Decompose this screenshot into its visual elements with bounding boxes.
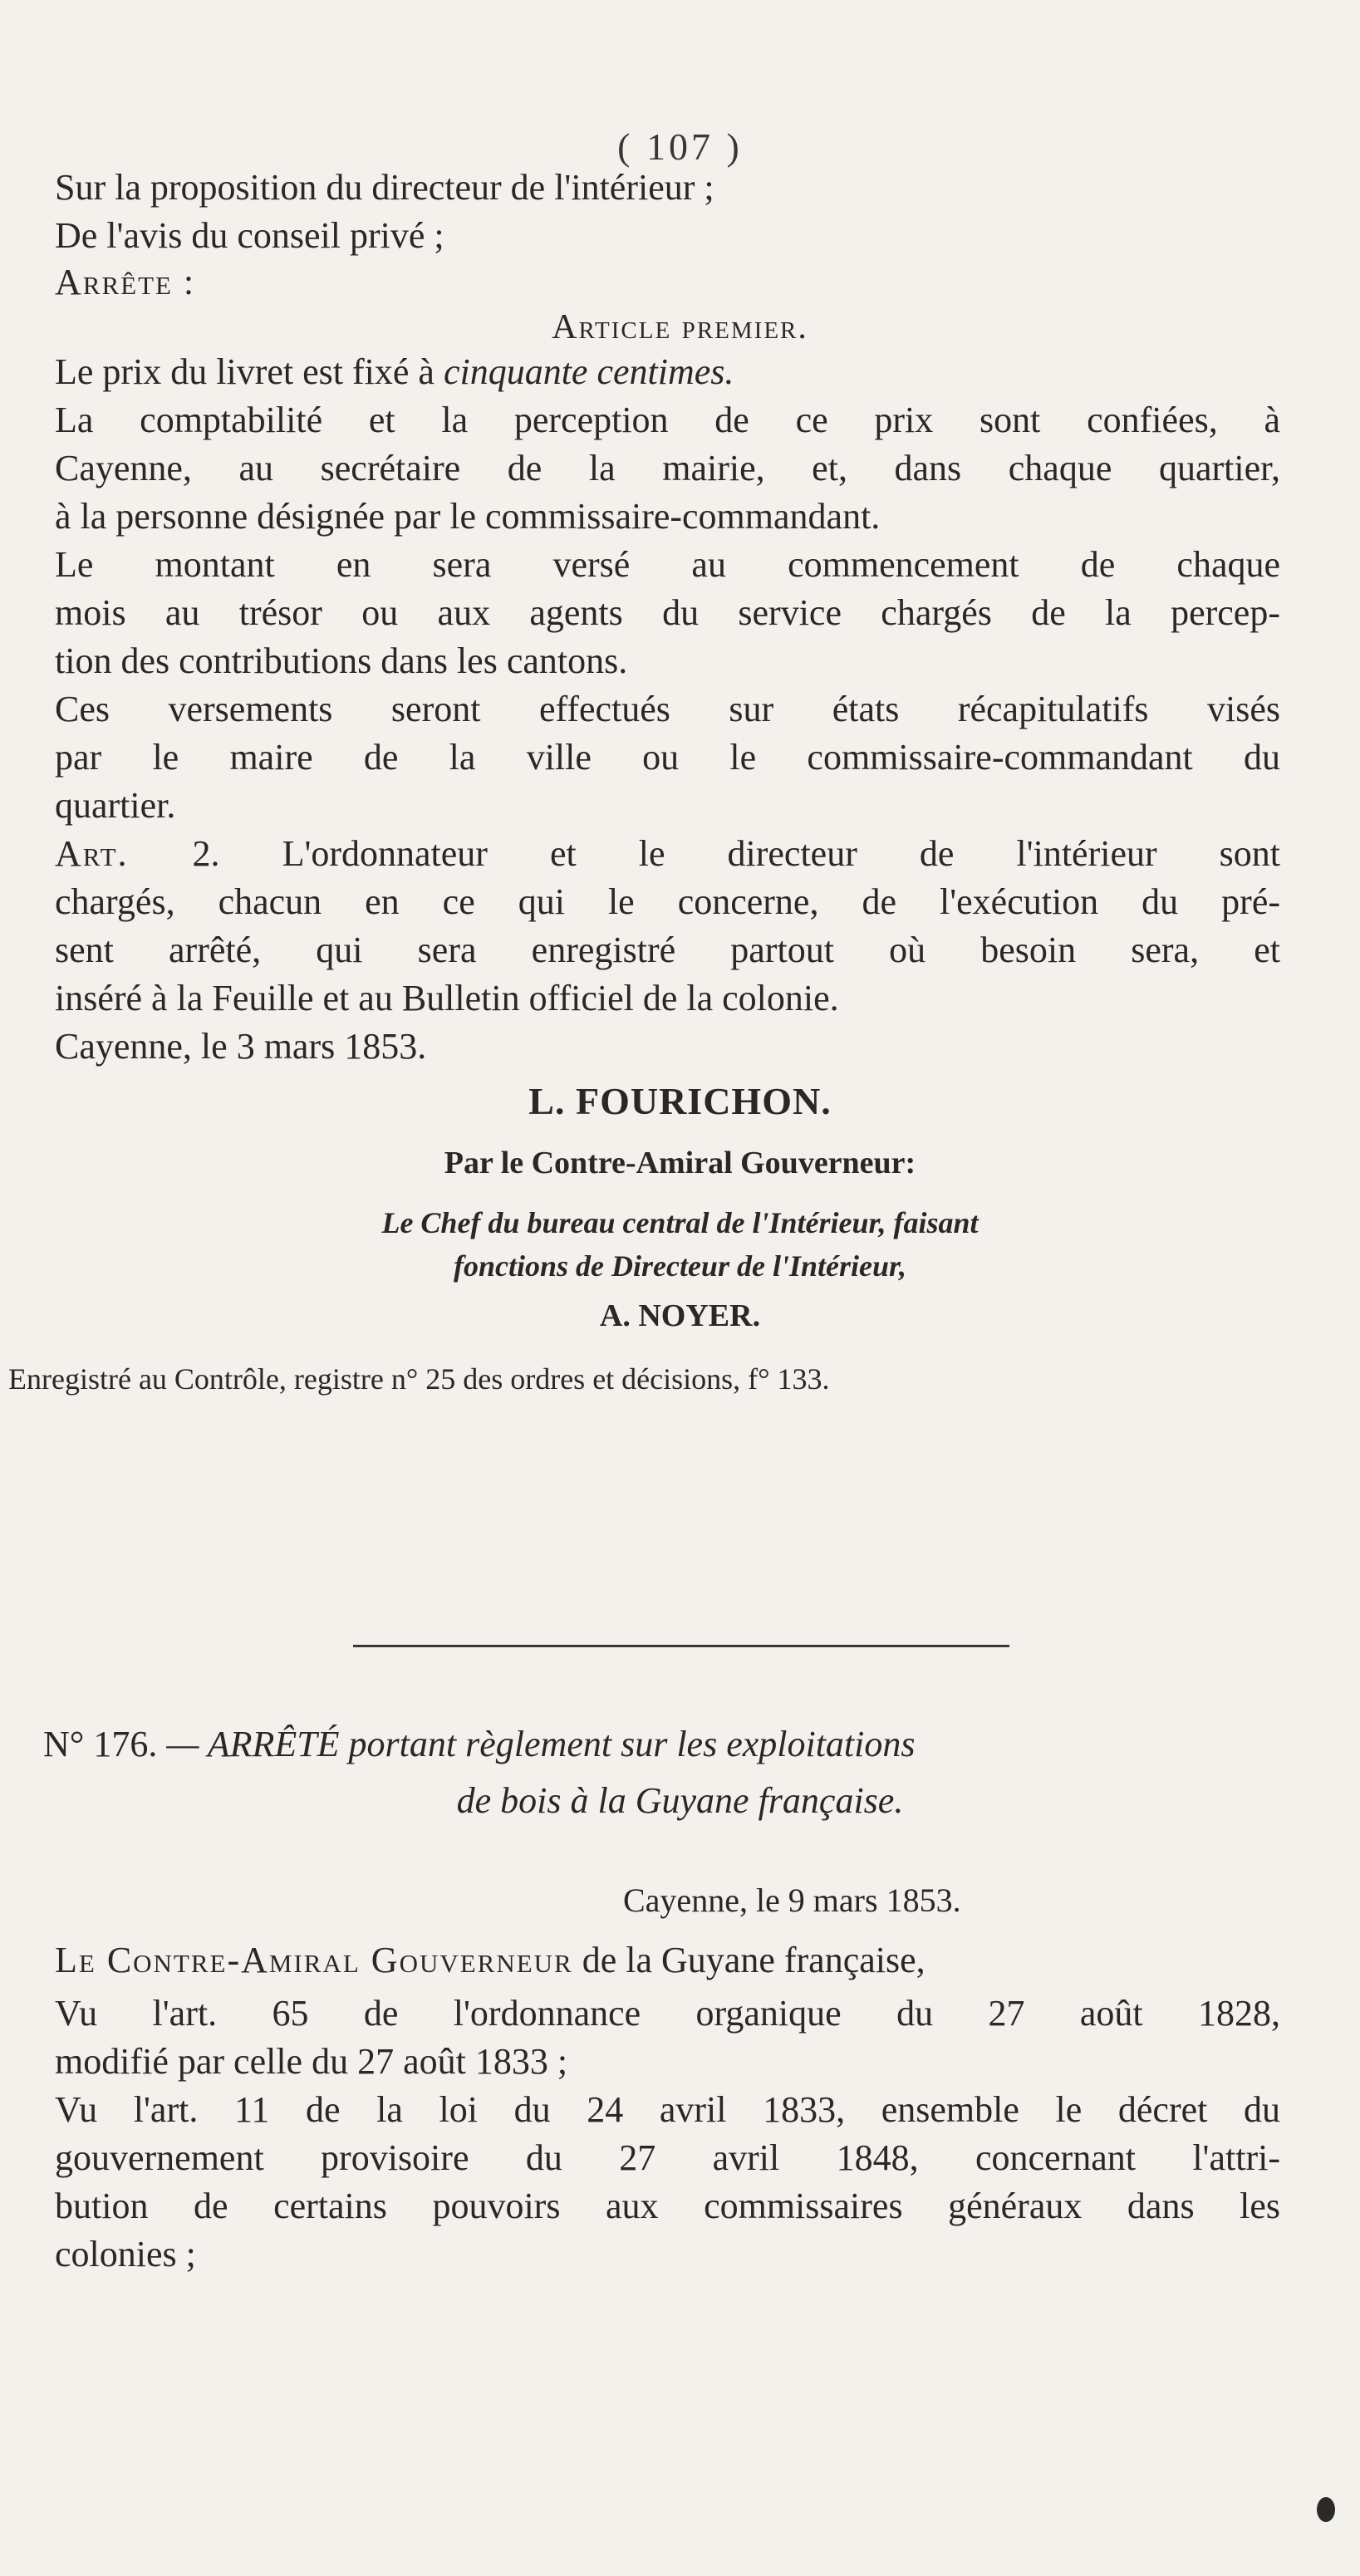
chef-line: fonctions de Directeur de l'Intérieur, <box>453 1249 906 1283</box>
text-line <box>55 349 1280 395</box>
text-line: par le maire de la ville ou le commissaire-commandant du <box>55 737 1280 778</box>
text-line: Cayenne, le 3 mars 1853. <box>55 1026 427 1067</box>
par-line: Par le Contre-Amiral Gouverneur: <box>444 1146 916 1180</box>
text-line: quartier. <box>55 785 176 826</box>
enregistre-line: Enregistré au Contrôle, registre n° 25 des ordres et décisions, f° 133. <box>8 1362 830 1396</box>
text-line: Vu l'art. 65 de l'ordonnance organique du 27 août 1828, <box>55 1993 1280 2034</box>
text-line: bution de certains pouvoirs aux commissaires généraux dans les <box>55 2186 1280 2226</box>
text-line: Ces versements seront effectués sur états récapitulatifs visés <box>55 689 1280 729</box>
text-line: De l'avis du conseil privé ; <box>55 215 444 256</box>
text-line: La comptabilité et la perception de ce prix sont confiées, à <box>55 400 1280 440</box>
decree-title-line <box>43 1721 1269 1768</box>
article-heading: Article premier. <box>552 308 808 346</box>
decree-number: N° 176. <box>43 1724 158 1764</box>
text-line: mois au trésor ou aux agents du service chargés de la percep- <box>55 592 1280 633</box>
text-span: Le prix du livret est fixé à <box>55 351 444 392</box>
date-line: Cayenne, le 9 mars 1853. <box>623 1882 961 1919</box>
text-line <box>55 831 1280 877</box>
text-line: modifié par celle du 27 août 1833 ; <box>55 2041 568 2082</box>
governor-title: Le Contre-Amiral Gouverneur <box>55 1940 573 1980</box>
signature-fourichon: L. FOURICHON. <box>528 1080 832 1122</box>
text-line: colonies ; <box>55 2234 196 2274</box>
page-number: ( 107 ) <box>617 125 743 168</box>
text-line: inséré à la Feuille et au Bulletin officiel de la colonie. <box>55 978 839 1018</box>
text-line: à la personne désignée par le commissaire-commandant. <box>55 496 881 537</box>
text-line: chargés, chacun en ce qui le concerne, de l'exécution du pré- <box>55 881 1280 922</box>
decree-title-line: de bois à la Guyane française. <box>456 1780 904 1821</box>
text-line: Cayenne, au secrétaire de la mairie, et, dans chaque quartier, <box>55 448 1280 488</box>
text-line: sent arrêté, qui sera enregistré partout où besoin sera, et <box>55 930 1280 970</box>
section-divider <box>353 1645 1009 1647</box>
text-line: Vu l'art. 11 de la loi du 24 avril 1833, ensemble le décret du <box>55 2089 1280 2130</box>
text-span: Art. <box>55 833 193 874</box>
decree-title: — ARRÊTÉ portant règlement sur les exploitations <box>166 1724 916 1764</box>
text-line: Le montant en sera versé au commencement de chaque <box>55 544 1280 585</box>
arrete-heading: Arrête : <box>55 262 196 302</box>
text-span: 2. L'ordonnateur et le directeur de l'intérieur sont <box>192 833 1280 874</box>
chef-line: Le Chef du bureau central de l'Intérieur, faisant <box>381 1206 979 1239</box>
ink-blot <box>1317 2497 1335 2522</box>
text-line <box>55 1937 1280 1984</box>
emphasis-text: cinquante centimes. <box>443 351 734 392</box>
signature-noyer: A. NOYER. <box>599 1298 761 1333</box>
text-line: Sur la proposition du directeur de l'intérieur ; <box>55 167 714 208</box>
text-line: gouvernement provisoire du 27 avril 1848, concernant l'attri- <box>55 2137 1280 2178</box>
text-line: tion des contributions dans les cantons. <box>55 640 628 681</box>
text-span: de la Guyane française, <box>572 1940 925 1980</box>
